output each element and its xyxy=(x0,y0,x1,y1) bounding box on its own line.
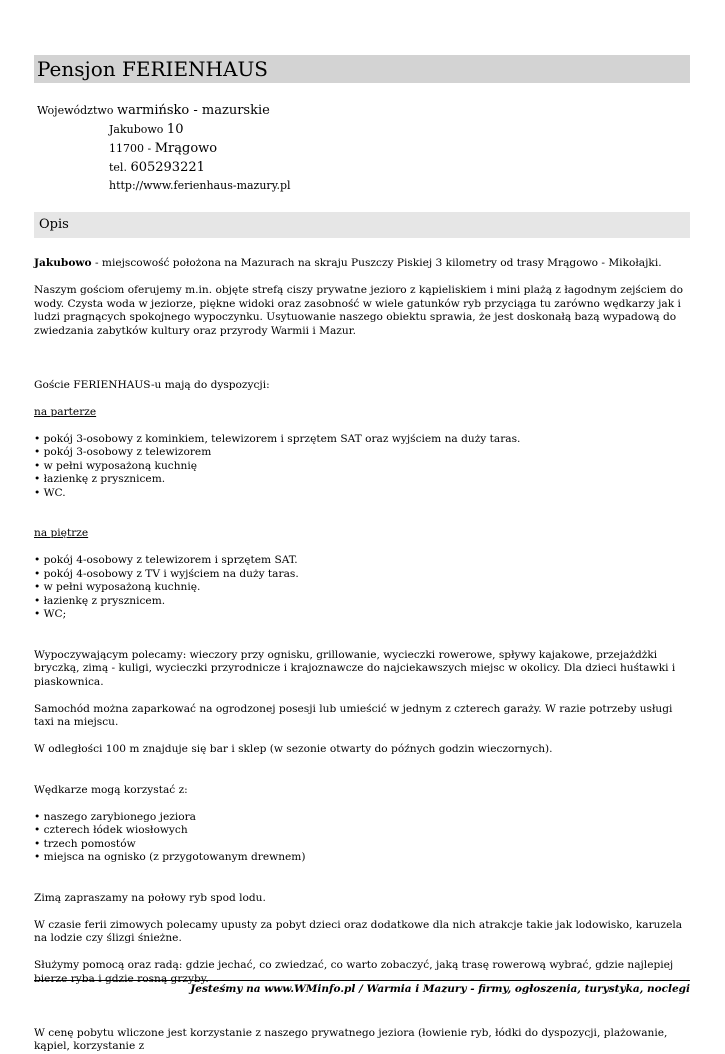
description-content xyxy=(34,257,690,1054)
address-region xyxy=(37,104,270,118)
page-title: Pensjon FERIENHAUS xyxy=(37,57,268,81)
website-link[interactable]: http://www.ferienhaus-mazury.pl xyxy=(109,179,291,192)
list-item: • czterech łódek wiosłowych xyxy=(34,824,188,836)
title-bar xyxy=(34,55,690,83)
winter-holidays-paragraph: W czasie ferii zimowych polecamy upusty za pobyt dzieci oraz dodatkowe dla nich atrakcje takie jak lodowisko, karuzela na lodzie czy ślizgi śnieżne. xyxy=(34,918,683,944)
address-phone xyxy=(109,161,205,175)
description-paragraph: Naszym gościom oferujemy m.in. objęte strefą ciszy prywatne jezioro z kąpieliskiem i mini plażą z łagodnym zejściem do wody. Czysta woda w jeziorze, piękne widoki oraz zasobność w wiele gatunków ryb przyciąga tu zarówno wędkarzy jak i ludzi pragnących spokojnego wypoczynku. Usytuowanie naszego obiektu sprawia, że jest doskonałą bazą wypadową do zwiedzania zabytków kultury oraz przyrody Warmii i Mazur. xyxy=(34,284,683,337)
list-item: • łazienkę z prysznicem. xyxy=(34,594,166,607)
upper-floor-heading: na piętrze xyxy=(34,527,89,539)
region-value: warmińsko - mazurskie xyxy=(116,103,270,118)
list-item: • w pełni wyposażoną kuchnię xyxy=(34,459,198,472)
list-item: • naszego zarybionego jeziora xyxy=(34,810,196,823)
list-item: • WC. xyxy=(34,486,66,499)
distance-paragraph: W odległości 100 m znajduje się bar i sklep (w sezonie otwarty do późnych godzin wieczornych). xyxy=(34,743,553,755)
price-includes-paragraph: W cenę pobytu wliczone jest korzystanie z naszego prywatnego jeziora (łowienie ryb, łódki do dyspozycji, plażowanie, kąpiel, korzystanie z xyxy=(34,1026,668,1052)
phone-value: 605293221 xyxy=(130,160,205,175)
section-header xyxy=(34,212,690,238)
street-label: Jakubowo xyxy=(109,123,164,136)
section-title: Opis xyxy=(39,217,69,232)
phone-label: tel. xyxy=(109,161,127,174)
intro-paragraph xyxy=(34,257,690,271)
address-website xyxy=(109,179,291,193)
intro-rest: - miejscowość położona na Mazurach na skraju Puszczy Piskiej 3 kilometry od trasy Mrągowo - Mikołajki. xyxy=(91,257,662,269)
address-street xyxy=(109,123,183,137)
list-item: • miejsca na ognisko (z przygotowanym drewnem) xyxy=(34,851,306,863)
list-item: • łazienkę z prysznicem. xyxy=(34,473,166,485)
list-item: • pokój 3-osobowy z kominkiem, telewizorem i sprzętem SAT oraz wyjściem na duży taras. xyxy=(34,432,521,445)
address-city xyxy=(109,142,217,156)
list-item: • w pełni wyposażoną kuchnię. xyxy=(34,581,201,593)
list-item: • trzech pomostów xyxy=(34,837,136,850)
list-item: • pokój 3-osobowy z telewizorem xyxy=(34,446,212,458)
city: Mrągowo xyxy=(154,141,218,156)
footer-divider xyxy=(34,980,690,981)
anglers-intro: Wędkarze mogą korzystać z: xyxy=(34,783,188,796)
region-label: Województwo xyxy=(37,104,114,117)
intro-bold: Jakubowo xyxy=(34,257,92,269)
activities-paragraph: Wypoczywającym polecamy: wieczory przy ognisku, grillowanie, wycieczki rowerowe, spływy kajakowe, przejażdżki bryczką, zimą - kuligi, wycieczki przyrodnicze i krajoznawcze do najciekawszych miejsc w okolicy. Dla dzieci huśtawki i piaskownica. xyxy=(34,648,676,688)
list-item: • WC; xyxy=(34,608,67,620)
advice-paragraph: Służymy pomocą oraz radą: gdzie jechać, co zwiedzać, co warto zobaczyć, jaką trasę rowerową wybrać, gdzie najlepiej bierze ryba i gdzie rosną grzyby. xyxy=(34,959,674,985)
footer-text: Jesteśmy na www.WMinfo.pl / Warmia i Mazury - firmy, ogłoszenia, turystyka, noclegi xyxy=(190,983,690,995)
postal-code: 11700 - xyxy=(109,142,152,155)
list-item: • pokój 4-osobowy z TV i wyjściem na duży taras. xyxy=(34,567,299,580)
winter-fishing-paragraph: Zimą zapraszamy na połowy ryb spod lodu. xyxy=(34,891,266,904)
street-number: 10 xyxy=(166,122,184,137)
parking-paragraph: Samochód można zaparkować na ogrodzonej posesji lub umieścić w jednym z czterech garaży. W razie potrzeby usługi taxi na miejscu. xyxy=(34,702,673,728)
ground-floor-heading: na parterze xyxy=(34,405,97,418)
list-item: • pokój 4-osobowy z telewizorem i sprzętem SAT. xyxy=(34,554,298,566)
guests-intro: Goście FERIENHAUS-u mają do dyspozycji: xyxy=(34,378,270,391)
